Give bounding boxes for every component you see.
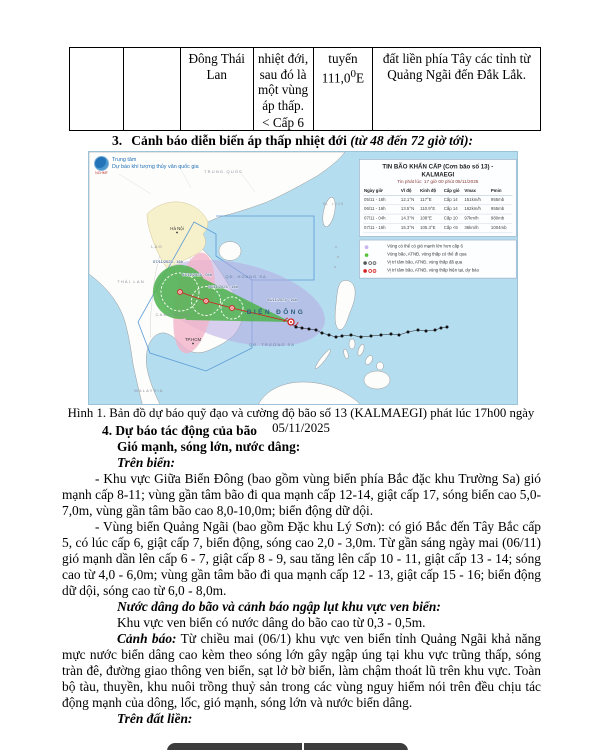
label-cambodia: CAMPUCHIA bbox=[155, 312, 191, 317]
legend-swatch-green bbox=[363, 253, 385, 257]
wind-waves-heading: Gió mạnh, sóng lớn, nước dâng: bbox=[117, 439, 301, 454]
track-label-0711-04h: 07/11/2025 - 04h bbox=[182, 272, 212, 277]
cell: 07/11 - 16h bbox=[363, 223, 400, 232]
cell: Cấp <6 bbox=[443, 223, 464, 232]
agency-logo bbox=[94, 156, 199, 175]
col-pmin: Pmin bbox=[490, 187, 512, 195]
bulletin-title-line2: KALMAEGI bbox=[421, 170, 455, 178]
cell: 162km/h bbox=[464, 205, 491, 214]
bottom-table-header-partial bbox=[167, 743, 408, 750]
agency-name-line2: Dự báo khí tượng thủy văn quốc gia bbox=[112, 163, 199, 170]
section-4 bbox=[62, 423, 541, 727]
label-laos: LÀO bbox=[151, 244, 163, 249]
legend-label: Vùng có thể có gió mạnh lớn hơn cấp 6 bbox=[387, 244, 463, 249]
cell: 05/11 - 16h bbox=[363, 195, 400, 204]
cell: 105.3°E bbox=[419, 223, 443, 232]
bulletin-panel bbox=[359, 159, 517, 325]
paragraph-warning bbox=[62, 631, 541, 711]
table-row bbox=[363, 195, 512, 204]
label-taiwan: ĐL. LOAN bbox=[323, 202, 344, 206]
storm-map bbox=[88, 151, 518, 405]
legend-row-past-positions bbox=[363, 259, 512, 267]
table-cell-affected-area: đất liền phía Tây các tỉnh từ Quảng Ngãi đến Đắk Lắk. bbox=[372, 48, 540, 130]
label-hanoi: Hà Nội bbox=[170, 226, 184, 231]
intensity-extra: < Cấp 6 bbox=[262, 115, 304, 131]
cell: 117°E bbox=[419, 195, 443, 204]
cell: 151km/h bbox=[464, 195, 491, 204]
track-label-0611-16h: 06/11/2025 - 16h bbox=[208, 284, 238, 289]
cell: 108°E bbox=[419, 214, 443, 223]
cell: Cấp 14 bbox=[443, 205, 464, 214]
legend-label: Vị trí tâm bão, ATNĐ, vùng thấp hiện tại, dự báo bbox=[387, 268, 479, 273]
storm-table-header-row bbox=[363, 187, 512, 195]
section-title-italic: (từ 48 đến 72 giờ tới): bbox=[350, 133, 474, 148]
track-label-0711-16h: 07/11/2025 - 16h bbox=[153, 259, 183, 264]
bulletin-title-line1: TIN BÃO KHẨN CẤP (Cơn bão số 13) - bbox=[382, 162, 494, 170]
table-cell-empty-2 bbox=[123, 48, 180, 130]
cell: 07/11 - 04h bbox=[363, 214, 400, 223]
table-cell-longitude bbox=[313, 48, 373, 130]
bulletin-table-box bbox=[359, 159, 517, 237]
agency-name-line1: Trung tâm bbox=[112, 157, 137, 163]
bulletin-title bbox=[363, 163, 512, 178]
small-island-2 bbox=[337, 256, 338, 257]
cell: 955mb bbox=[490, 195, 512, 204]
cell: Cấp 10 bbox=[443, 214, 464, 223]
legend-row-wind-area bbox=[363, 243, 512, 251]
paragraph-surge: Khu vực ven biển có nước dâng do bão cao từ 0,3 - 0,5m. bbox=[117, 615, 426, 630]
storm-positions-table bbox=[363, 187, 512, 233]
bulletin-issued-time: Tin phát lúc: 17 giờ 00 phút 05/11/2025 bbox=[397, 179, 479, 185]
on-land-heading: Trên đất liền: bbox=[117, 711, 193, 726]
cell: 955mb bbox=[490, 205, 512, 214]
col-longitude: Kinh độ bbox=[419, 187, 443, 195]
warning-text: Từ chiều mai (06/1) khu vực ven biển tỉnh Quảng Ngãi khả năng mực nước biển dâng cao kèm theo sóng lớn gây ngập úng tại khu vực trũng thấp, sóng tràn đê, đường giao thông ven biển, sạt lở bờ biển, làm chậm thoát lũ trên khu vực. Toàn bộ tàu, thuyền, khu nuôi trồng thuỷ sản trong các vùng nguy hiểm nói trên đều chịu tác động mạnh của dông, lốc, gió mạnh, sóng lớn và nước biển dâng. bbox=[62, 631, 541, 710]
logo-badge: NCHMF bbox=[95, 171, 108, 175]
hanoi-dot bbox=[176, 232, 178, 234]
section-4-heading: 4. Dự báo tác động của bão bbox=[102, 423, 257, 438]
label-east-sea: BIỂN ĐÔNG bbox=[246, 309, 306, 316]
label-malaysia: MALAYSIA bbox=[134, 388, 164, 393]
col-wind-level: Cấp gió bbox=[443, 187, 464, 195]
table-cell-empty-1 bbox=[70, 48, 123, 130]
at-sea-heading: Trên biển: bbox=[117, 455, 175, 470]
cell: 36km/h bbox=[464, 223, 491, 232]
summary-table bbox=[69, 47, 541, 131]
table-row bbox=[363, 205, 512, 214]
hainan-island bbox=[219, 242, 241, 261]
legend-label: Vùng bão, ATNĐ, vùng thấp có thể đi qua bbox=[387, 252, 467, 257]
bottom-header-left bbox=[167, 743, 302, 750]
col-latitude: Vĩ độ bbox=[400, 187, 419, 195]
past-position-icons bbox=[363, 261, 385, 265]
cell: Cấp 14 bbox=[443, 195, 464, 204]
globe-icon bbox=[94, 156, 109, 171]
table-cell-intensity bbox=[253, 48, 313, 130]
logo-globe-block bbox=[94, 156, 109, 175]
col-vmax: Vmax bbox=[464, 187, 491, 195]
legend-label: Vị trí tâm bão, ATNĐ, vùng thấp đã qua bbox=[387, 260, 463, 265]
cell: 13.5°N bbox=[400, 205, 419, 214]
cell: 15.3°N bbox=[400, 223, 419, 232]
legend-row-cone-area bbox=[363, 251, 512, 259]
warning-lead: Cảnh báo: bbox=[117, 631, 177, 646]
track-label-0511-16h: 05/11/2025 - 16h bbox=[267, 297, 297, 302]
label-hoang-sa: QĐ. HOÀNG SA bbox=[225, 274, 267, 279]
label-tphcm: TP.HCM bbox=[184, 337, 202, 342]
section-title: Cảnh báo diễn biến áp thấp nhiệt đới bbox=[131, 133, 351, 148]
agency-name bbox=[112, 156, 199, 170]
label-china: TRUNG QUỐC bbox=[204, 169, 244, 174]
cell: 12.1°N bbox=[400, 195, 419, 204]
small-island-3 bbox=[334, 266, 335, 267]
cell: 110.9°E bbox=[419, 205, 443, 214]
legend-row-forecast-positions bbox=[363, 267, 512, 275]
map-legend bbox=[359, 240, 517, 279]
figure-caption: Hình 1. Bản đồ dự báo quỹ đạo và cường độ bão số 13 (KALMAEGI) phát lúc 17h00 ngày 05/11/2025 bbox=[67, 406, 535, 435]
cell: 97km/h bbox=[464, 214, 491, 223]
surge-heading: Nước dâng do bão và cảnh báo ngập lụt khu vực ven biển: bbox=[117, 599, 441, 614]
longitude-label: tuyến bbox=[328, 51, 358, 66]
small-island-1 bbox=[335, 246, 336, 247]
tphcm-dot bbox=[192, 343, 194, 345]
intensity-text: nhiệt đới, sau đó là một vùng áp thấp. bbox=[257, 51, 309, 113]
bottom-header-right bbox=[304, 743, 408, 750]
cell: 1004mb bbox=[490, 223, 512, 232]
cell: 06/11 - 16h bbox=[363, 205, 400, 214]
legend-swatch-purple bbox=[363, 245, 385, 249]
longitude-value: 111,0$^0$E bbox=[321, 67, 365, 85]
cell: 980mb bbox=[490, 214, 512, 223]
paragraph-offshore: - Khu vực Giữa Biển Đông (bao gồm vùng biển phía Bắc đặc khu Trường Sa) gió mạnh cấp 8-11; vùng gần tâm bão đi qua mạnh cấp 12-14, giật cấp 17, sóng biển cao 5,0-7,0m, vùng gần tâm bão cao 8,0-10,0m; biển động dữ dội. bbox=[62, 471, 541, 518]
label-truong-sa: QĐ. TRƯỜNG SA bbox=[249, 342, 295, 347]
label-thailand: THÁI LAN bbox=[117, 279, 145, 284]
table-row bbox=[363, 223, 512, 232]
col-datetime: Ngày giờ bbox=[363, 187, 400, 195]
section-3-heading bbox=[62, 132, 540, 149]
paragraph-quang-ngai-sea: - Vùng biển Quảng Ngãi (bao gồm Đặc khu Lý Sơn): có gió Bắc đến Tây Bắc cấp 5, có lúc cấp 6, giật cấp 7, biển động, sóng cao 2,0 - 3,0m. Từ gần sáng ngày mai (06/11) gió mạnh dần lên cấp 6 - 7, giật cấp 8 - 9, sau tăng lên cấp 10 - 11, giật cấp 13 - 14; sóng cao từ 4,0 - 6,0m; vùng gần tâm bão đi qua mạnh cấp 12 - 13, giật cấp 15 - 16; biển động dữ dội, sóng cao từ 6,0 - 8,0m. bbox=[62, 519, 541, 598]
forecast-position-icons bbox=[363, 269, 385, 273]
table-row bbox=[363, 214, 512, 223]
table-cell-location: Đông Thái Lan bbox=[180, 48, 253, 130]
cell: 14.3°N bbox=[400, 214, 419, 223]
section-number: 3. bbox=[112, 133, 123, 148]
